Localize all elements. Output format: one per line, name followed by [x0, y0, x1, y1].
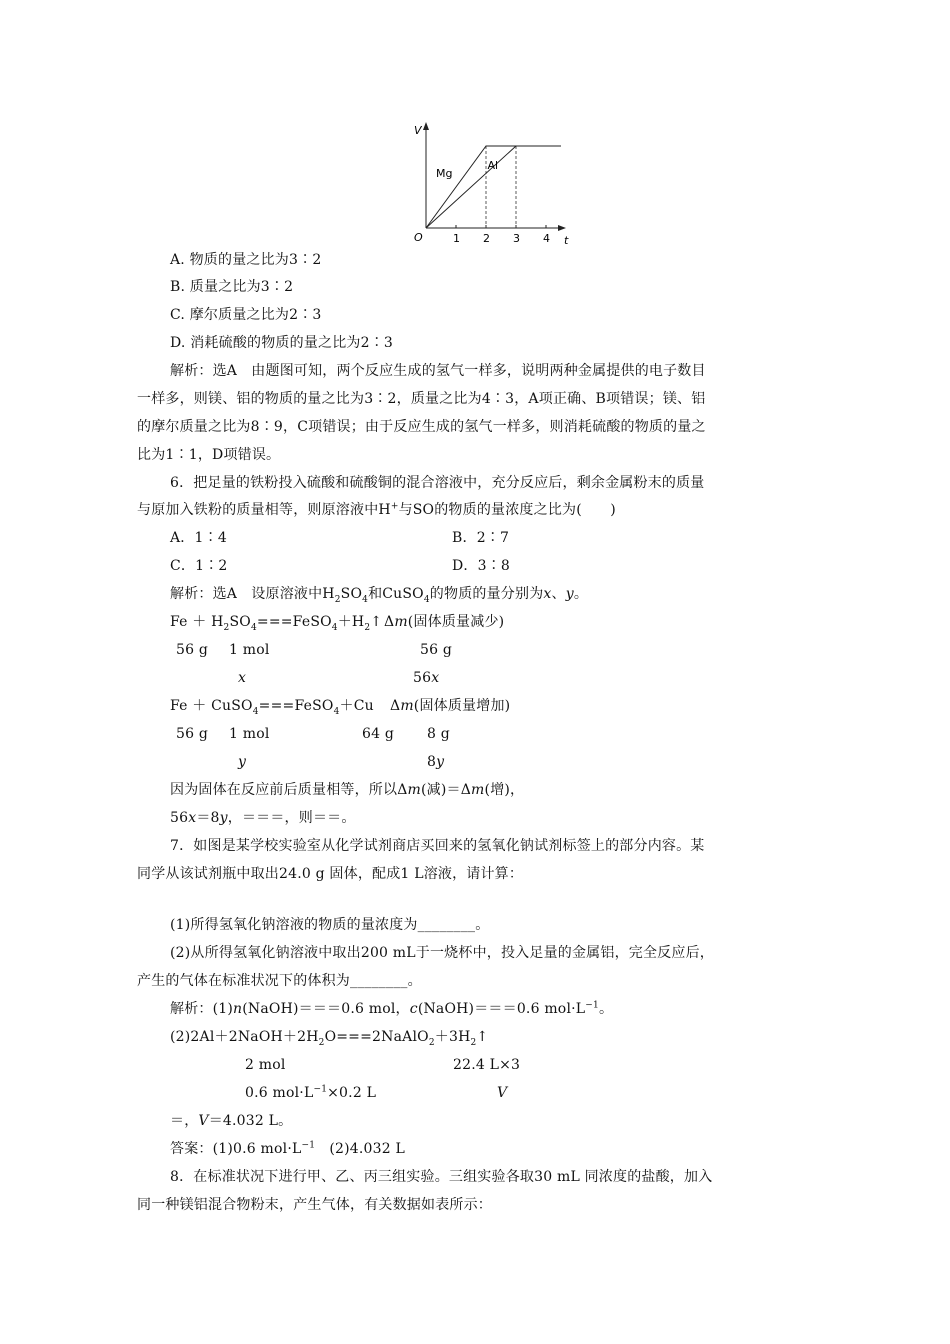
equation-2: Fe ＋ CuSO$_4$===FeSO$_4$＋Cu — [170, 698, 374, 717]
eq1-row1-fe: 56 g — [176, 642, 209, 658]
origin-label: O — [414, 231, 423, 244]
y-axis-label: V — [414, 124, 422, 137]
option-c: C. 摩尔质量之比为2∶3 — [170, 307, 322, 323]
x-tick-label: 3 — [513, 232, 520, 245]
equation-1: $Fe + H_2SO_4===FeSO_4+H_2↑$ — [170, 614, 383, 633]
question-7-line2: 同学从该试剂瓶中取出24.0 g 固体，配成1 L溶液，请计算： — [137, 866, 524, 882]
option-a: A. 物质的量之比为3∶2 — [170, 252, 322, 268]
eq2-row1-dm: 8 g — [427, 726, 450, 742]
y-axis-arrow — [423, 122, 429, 130]
answer-7: 答案：(1)0.6 $mol\cdot L^{-1}$ (2)4.032 L — [170, 1140, 406, 1157]
q6-option-d: D．3∶8 — [452, 558, 511, 574]
x-tick-label: 1 — [453, 232, 460, 245]
x-axis-arrow — [558, 225, 566, 231]
analysis-5-line1: 解析：选A 由题图可知，两个反应生成的氢气一样多，说明两种金属提供的电子数目 — [170, 363, 706, 379]
eq3-row1-h2: 22.4 L×3 — [453, 1057, 521, 1073]
analysis-5-line2: 一样多，则镁、铝的物质的量之比为3∶2，质量之比为4∶3，A项正确、B项错误；镁、铝 — [137, 391, 706, 407]
eq3-row1-naoh: 2 mol — [245, 1057, 286, 1073]
eq1-row1-acid: 1 mol — [229, 642, 270, 658]
option-b: B. 质量之比为3∶2 — [170, 279, 294, 295]
question-8-line1: 8．在标准状况下进行甲、乙、丙三组实验。三组实验各取30 mL 同浓度的盐酸，加入 — [170, 1169, 713, 1185]
question-6-line1: 6．把足量的铁粉投入硫酸和硫酸铜的混合溶液中，充分反应后，剩余金属粉末的质量 — [170, 475, 705, 491]
eq3-row2-naoh: 0.6 $mol\cdot L^{-1}\times 0.2$ L — [245, 1084, 377, 1101]
eq2-row1-fe: 56 g — [176, 726, 209, 742]
series-label-mg: Mg — [436, 167, 453, 181]
eq1-row1-dm: 56 g — [420, 642, 453, 658]
eq2-row2-y: y — [238, 754, 247, 770]
eq2-row1-cu: 64 g — [362, 726, 395, 742]
eq3-row2-v: V — [497, 1085, 508, 1101]
x-tick-label: 4 — [543, 232, 550, 245]
analysis-5-line3: 的摩尔质量之比为8∶9，C项错误；由于反应生成的氢气一样多，则消耗硫酸的物质的量之 — [137, 419, 706, 435]
eq2-row1-cuso4: 1 mol — [229, 726, 270, 742]
series-label-al: Al — [487, 158, 499, 172]
question-7-line1: 7．如图是某学校实验室从化学试剂商店买回来的氢氧化钠试剂标签上的部分内容。某 — [170, 838, 705, 854]
x-axis-label: t — [564, 234, 569, 247]
question-7-sub2a: (2)从所得氢氧化钠溶液中取出200 mL于一烧杯中，投入足量的金属铝，完全反应后， — [170, 945, 714, 961]
q6-option-b: B．2∶7 — [452, 530, 510, 546]
analysis-7-line1: 解析：(1)n(NaOH)＝＝＝0.6 mol，c(NaOH)＝＝＝0.6 $mol\cdot L^{-1}$。 — [170, 1000, 614, 1017]
analysis-5-line4: 比为1∶1，D项错误。 — [137, 447, 281, 463]
graph-axes — [414, 122, 569, 247]
question-8-line2: 同一种镁铝混合物粉末，产生气体，有关数据如表所示： — [137, 1197, 492, 1213]
eq3-result: ＝，V＝4.032 L。 — [170, 1113, 293, 1129]
equation-2-note: Δm(固体质量增加) — [390, 698, 511, 714]
analysis-6-intro: 解析：选A 设原溶液中$H_2SO_4$和CuSO$_4$的物质的量分别为x、y。 — [170, 586, 589, 605]
q6-option-a: A．1∶4 — [170, 530, 227, 546]
conclusion-line1: 因为固体在反应前后质量相等，所以Δm(减)＝Δm(增)， — [170, 782, 525, 798]
eq2-row2-dm: 8y — [427, 754, 445, 770]
question-6-line2: 与原加入铁粉的质量相等，则原溶液中H+与SO的物质的量浓度之比为( ) — [137, 501, 616, 518]
q6-option-c: C．1∶2 — [170, 558, 228, 574]
x-tick-label: 2 — [483, 232, 490, 245]
option-d: D. 消耗硫酸的物质的量之比为2∶3 — [170, 335, 394, 351]
equation-3: $(2)2Al+2NaOH+2H_2O===2NaAlO_2+3H_2↑$ — [170, 1029, 489, 1048]
question-7-sub1: (1)所得氢氧化钠溶液的物质的量浓度为________。 — [170, 917, 490, 933]
volume-time-graph — [380, 118, 580, 248]
eq1-row2-dm: 56x — [413, 670, 440, 686]
eq1-row2-x: x — [238, 670, 247, 686]
question-7-sub2b: 产生的气体在标准状况下的体积为________。 — [137, 973, 422, 989]
equation-1-note: Δm(固体质量减少) — [384, 614, 505, 630]
graph-marks — [426, 146, 561, 228]
conclusion-line2: 56x＝8y，＝＝＝，则＝＝。 — [170, 810, 356, 826]
